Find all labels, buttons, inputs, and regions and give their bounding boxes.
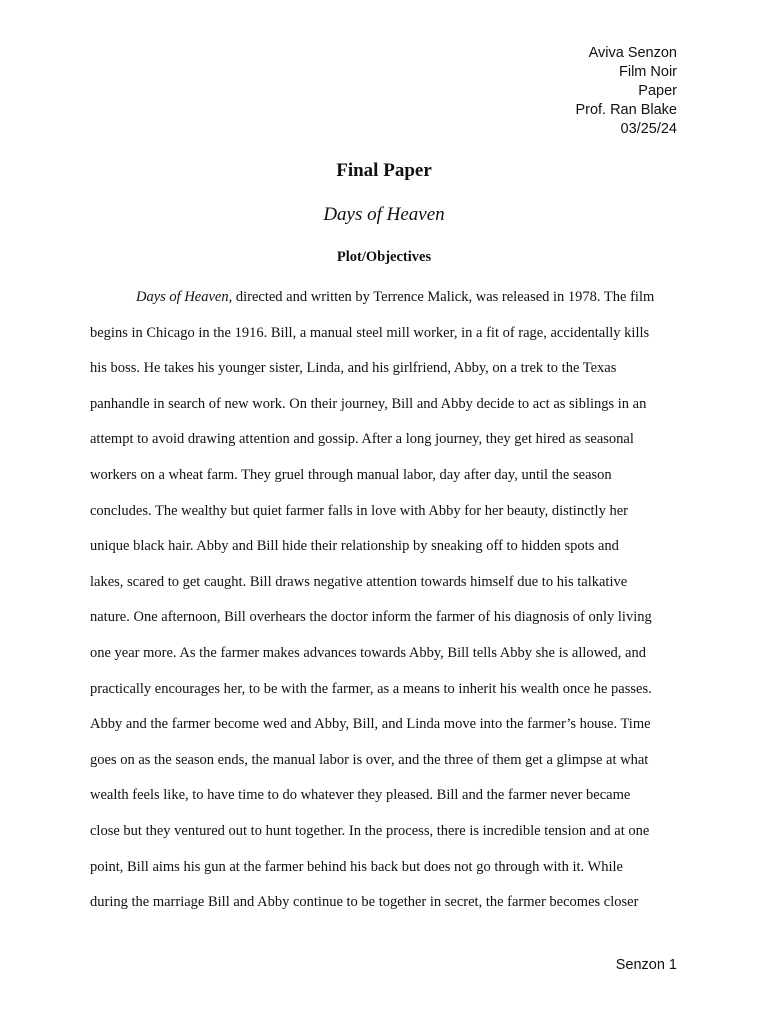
body-line: nature. One afternoon, Bill overhears the doctor inform the farmer of his diagnosis of only living: [90, 609, 652, 626]
film-title-inline: Days of Heaven: [136, 289, 229, 305]
paper-title: Final Paper: [336, 160, 432, 181]
body-line: goes on as the season ends, the manual labor is over, and the three of them get a glimpse at what: [90, 751, 649, 768]
body-line: Abby and the farmer become wed and Abby, Bill, and Linda move into the farmer’s house. Time: [90, 716, 651, 733]
body-line: begins in Chicago in the 1916. Bill, a manual steel mill worker, in a fit of rage, accidentally kills: [90, 324, 650, 341]
film-title: Days of Heaven: [323, 204, 445, 225]
body-line: unique black hair. Abby and Bill hide their relationship by sneaking off to hidden spots and: [90, 538, 619, 555]
assignment-type: Paper: [638, 83, 677, 99]
body-line: wealth feels like, to have time to do whatever they pleased. Bill and the farmer never became: [90, 787, 631, 804]
body-line: lakes, scared to get caught. Bill draws negative attention towards himself due to his talkative: [90, 573, 628, 590]
body-line: attempt to avoid drawing attention and gossip. After a long journey, they get hired as seasonal: [90, 431, 634, 448]
body-paragraph: [90, 280, 684, 921]
body-line: point, Bill aims his gun at the farmer behind his back but does not go through with it. While: [90, 858, 623, 875]
body-line: practically encourages her, to be with the farmer, as a means to inherit his wealth once he passes.: [90, 680, 652, 697]
body-line: during the marriage Bill and Abby continue to be together in secret, the farmer becomes closer: [90, 894, 639, 911]
section-heading: Plot/Objectives: [336, 249, 432, 265]
body-line: his boss. He takes his younger sister, Linda, and his girlfriend, Abby, on a trek to the Texas: [90, 360, 617, 377]
body-line: concludes. The wealthy but quiet farmer falls in love with Abby for her beauty, distinctly her: [90, 502, 628, 519]
body-line-first-rest: , directed and written by Terrence Malick, was released in 1978. The film: [228, 289, 655, 305]
body-line: workers on a wheat farm. They gruel through manual labor, day after day, until the season: [90, 466, 612, 483]
body-line-first: [90, 280, 684, 316]
body-line: panhandle in search of new work. On their journey, Bill and Abby decide to act as siblings in an: [90, 395, 647, 412]
author-name: Aviva Senzon: [588, 45, 677, 61]
page-footer: Senzon 1: [615, 957, 677, 973]
body-line: one year more. As the farmer makes advances towards Abby, Bill tells Abby she is allowed, and: [90, 644, 646, 661]
paper-date: 03/25/24: [620, 121, 677, 137]
paper-header: [575, 44, 677, 139]
body-line: close but they ventured out to hunt together. In the process, there is incredible tension and at one: [90, 822, 650, 839]
professor-name: Prof. Ran Blake: [575, 102, 677, 118]
course-name: Film Noir: [619, 64, 677, 80]
